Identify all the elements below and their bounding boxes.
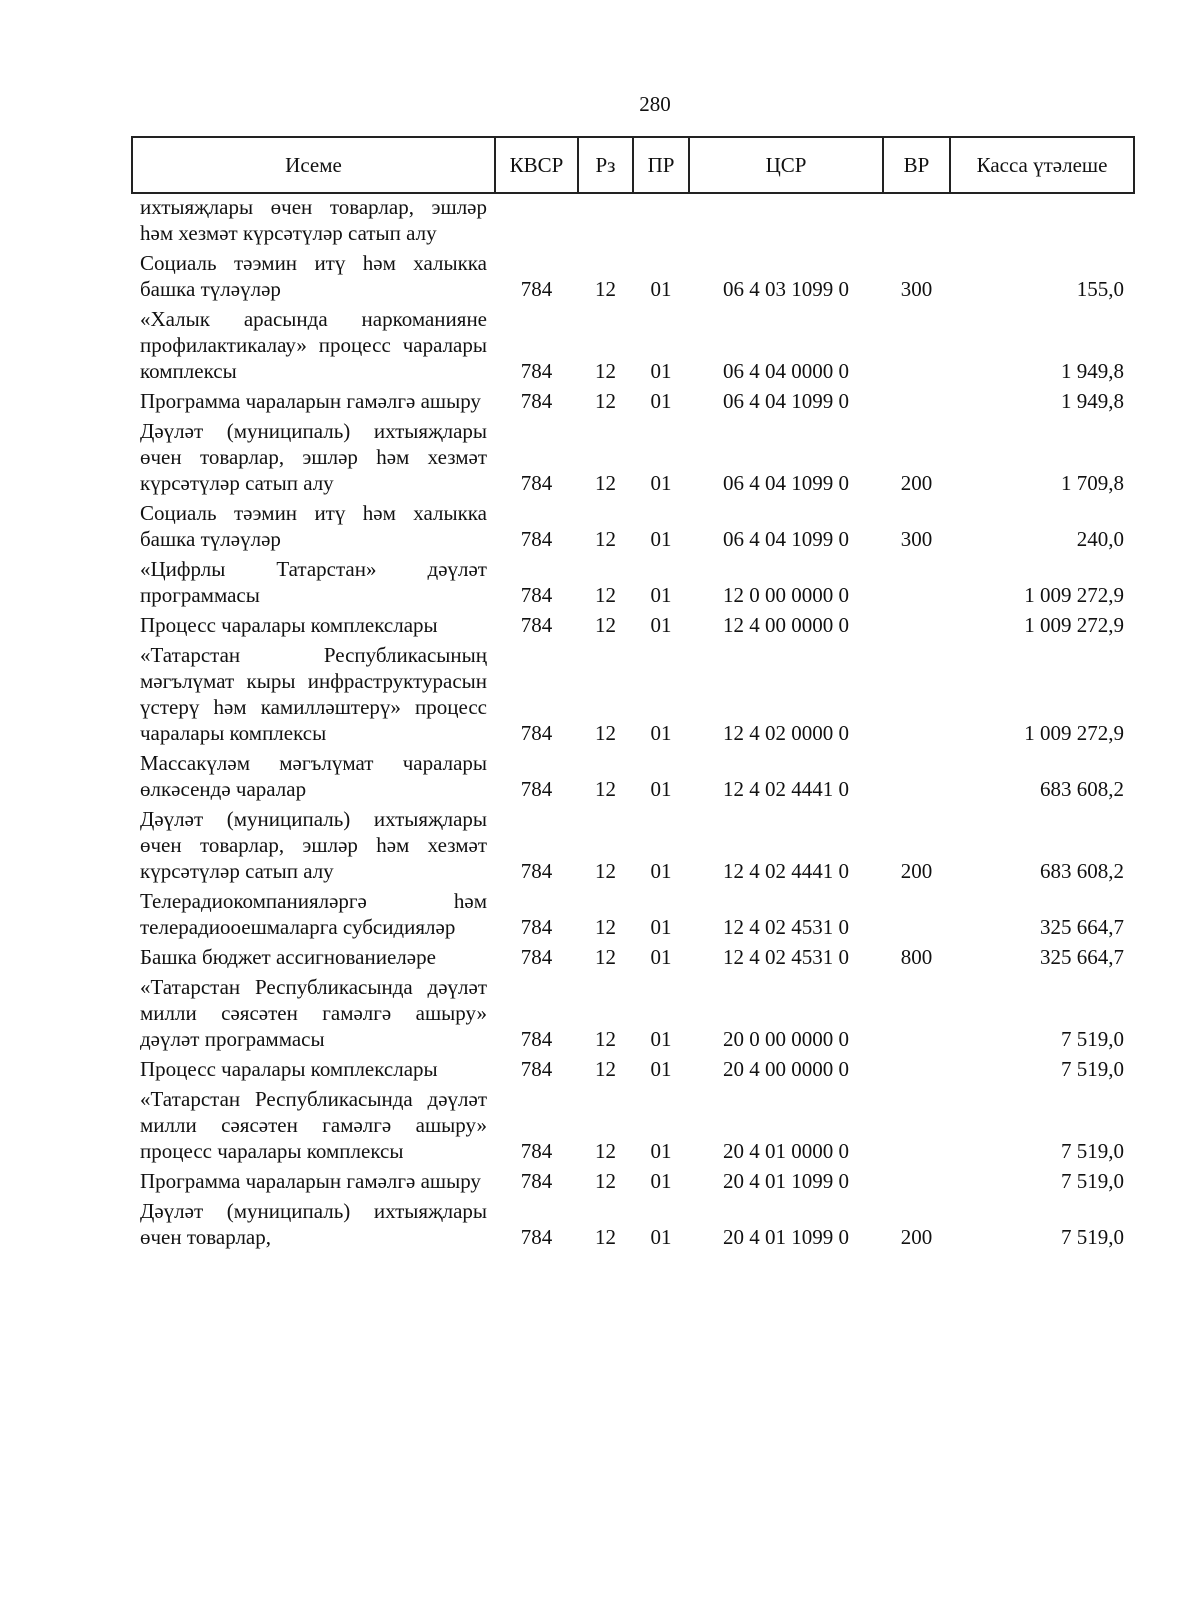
- cell-kvsr: 784: [520, 527, 553, 551]
- cell-csr: 06 4 04 1099 0: [723, 527, 849, 551]
- cell-kvsr: 784: [520, 471, 553, 495]
- cell-csr: 06 4 04 1099 0: [723, 471, 849, 495]
- cell-pr: 01: [650, 583, 672, 607]
- cell-kvsr: 784: [520, 277, 553, 301]
- cell-rz: 12: [595, 1057, 616, 1081]
- cell-amount: 1 009 272,9: [1024, 721, 1124, 745]
- cell-amount: 7 519,0: [1061, 1139, 1124, 1163]
- cell-kvsr: 784: [520, 1139, 553, 1163]
- cell-amount: 1 009 272,9: [1024, 613, 1124, 637]
- cell-kvsr: 784: [520, 1057, 553, 1081]
- cell-vr: 200: [900, 1225, 933, 1249]
- cell-csr: 12 4 00 0000 0: [723, 613, 849, 637]
- cell-vr: 200: [900, 471, 933, 495]
- cell-pr: 01: [650, 389, 672, 413]
- header-vr: ВР: [883, 137, 950, 193]
- cell-name: «Цифрлы Татарстан» дәүләт программасы: [140, 557, 487, 607]
- cell-rz: [578, 193, 633, 247]
- table-row: [132, 247, 1134, 303]
- cell-name: Программа чараларын гамәлгә ашыру: [140, 1169, 481, 1193]
- cell-csr: 12 4 02 4531 0: [723, 945, 849, 969]
- cell-pr: 01: [650, 277, 672, 301]
- cell-vr: [883, 553, 950, 609]
- cell-name: Социаль тәэмин итү һәм халыкка башка түләүләр: [140, 251, 487, 301]
- cell-name: Процесс чаралары комплекслары: [140, 1057, 438, 1081]
- page-number: 280: [639, 92, 671, 116]
- cell-name: «Татарстан Республикасында дәүләт милли сәясәтен гамәлгә ашыру» дәүләт программасы: [140, 975, 487, 1051]
- cell-amount: 1 949,8: [1061, 359, 1124, 383]
- table-row: [132, 1083, 1134, 1165]
- cell-rz: 12: [595, 471, 616, 495]
- table-row: [132, 553, 1134, 609]
- cell-csr: 12 4 02 4531 0: [723, 915, 849, 939]
- cell-kvsr: 784: [520, 1027, 553, 1051]
- cell-rz: 12: [595, 527, 616, 551]
- cell-rz: 12: [595, 359, 616, 383]
- cell-pr: 01: [650, 527, 672, 551]
- cell-rz: 12: [595, 1225, 616, 1249]
- table-row: [132, 885, 1134, 941]
- cell-kvsr: [495, 193, 578, 247]
- cell-name: Дәүләт (муниципаль) ихтыяҗлары өчен товарлар, эшләр һәм хезмәт күрсәтүләр сатып алу: [140, 807, 487, 883]
- cell-name: «Халык арасында наркоманияне профилактикалау» процесс чаралары комплексы: [140, 307, 487, 383]
- table-row: [132, 1053, 1134, 1083]
- table-row: [132, 971, 1134, 1053]
- cell-kvsr: 784: [520, 359, 553, 383]
- cell-amount: 7 519,0: [1061, 1057, 1124, 1081]
- cell-rz: 12: [595, 859, 616, 883]
- cell-rz: 12: [595, 945, 616, 969]
- cell-pr: 01: [650, 359, 672, 383]
- table-row: [132, 747, 1134, 803]
- cell-vr: [883, 385, 950, 415]
- table-row: [132, 1195, 1134, 1251]
- table-row: [132, 385, 1134, 415]
- header-amount: Касса үтәлеше: [950, 137, 1134, 193]
- cell-pr: 01: [650, 945, 672, 969]
- cell-rz: 12: [595, 583, 616, 607]
- cell-name: «Татарстан Республикасының мәгълүмат кыры инфраструктурасын үстерү һәм камилләштерү» процесс чаралары комплексы: [140, 643, 487, 745]
- cell-rz: 12: [595, 1027, 616, 1051]
- cell-amount: 7 519,0: [1061, 1027, 1124, 1051]
- cell-name: Телерадиокомпанияләргә һәм телерадиооешмаларга субсидияләр: [140, 889, 487, 939]
- table-body: [132, 193, 1134, 1251]
- cell-name: Процесс чаралары комплекслары: [140, 613, 438, 637]
- cell-pr: 01: [650, 1139, 672, 1163]
- cell-name: Массакүләм мәгълүмат чаралары өлкәсендә чаралар: [140, 751, 487, 801]
- cell-kvsr: 784: [520, 945, 553, 969]
- cell-rz: 12: [595, 915, 616, 939]
- table-row: [132, 303, 1134, 385]
- cell-vr: [883, 885, 950, 941]
- cell-rz: 12: [595, 777, 616, 801]
- cell-csr: 06 4 04 1099 0: [723, 389, 849, 413]
- header-name: Исеме: [132, 137, 495, 193]
- cell-name: «Татарстан Республикасында дәүләт милли сәясәтен гамәлгә ашыру» процесс чаралары комплексы: [140, 1087, 487, 1163]
- cell-csr: 20 4 00 0000 0: [723, 1057, 849, 1081]
- cell-pr: [633, 193, 689, 247]
- cell-csr: 12 4 02 4441 0: [723, 859, 849, 883]
- table-row: [132, 639, 1134, 747]
- cell-name: Социаль тәэмин итү һәм халыкка башка түләүләр: [140, 501, 487, 551]
- cell-amount: [950, 193, 1134, 247]
- cell-pr: 01: [650, 1169, 672, 1193]
- cell-rz: 12: [595, 1169, 616, 1193]
- cell-vr: [883, 747, 950, 803]
- cell-rz: 12: [595, 613, 616, 637]
- cell-name: Дәүләт (муниципаль) ихтыяҗлары өчен товарлар, эшләр һәм хезмәт күрсәтүләр сатып алу: [140, 419, 487, 495]
- cell-csr: 20 0 00 0000 0: [723, 1027, 849, 1051]
- cell-amount: 7 519,0: [1061, 1225, 1124, 1249]
- cell-csr: 12 4 02 4441 0: [723, 777, 849, 801]
- header-pr: ПР: [633, 137, 689, 193]
- cell-vr: 200: [900, 859, 933, 883]
- cell-csr: 20 4 01 0000 0: [723, 1139, 849, 1163]
- cell-pr: 01: [650, 613, 672, 637]
- cell-amount: 683 608,2: [1040, 777, 1124, 801]
- cell-amount: 240,0: [1076, 527, 1124, 551]
- table-row: [132, 803, 1134, 885]
- cell-kvsr: 784: [520, 859, 553, 883]
- cell-pr: 01: [650, 1225, 672, 1249]
- cell-csr: 20 4 01 1099 0: [723, 1169, 849, 1193]
- cell-vr: [883, 1053, 950, 1083]
- header-rz: Рз: [578, 137, 633, 193]
- cell-name: Дәүләт (муниципаль) ихтыяҗлары өчен товарлар,: [140, 1199, 487, 1249]
- cell-amount: 325 664,7: [1040, 915, 1124, 939]
- cell-pr: 01: [650, 471, 672, 495]
- cell-name: Программа чараларын гамәлгә ашыру: [140, 389, 481, 413]
- cell-vr: [883, 1083, 950, 1165]
- table-row: [132, 941, 1134, 971]
- header-kvsr: КВСР: [495, 137, 578, 193]
- cell-amount: 325 664,7: [1040, 945, 1124, 969]
- cell-pr: 01: [650, 915, 672, 939]
- cell-kvsr: 784: [520, 389, 553, 413]
- cell-vr: [883, 639, 950, 747]
- cell-amount: 1 009 272,9: [1024, 583, 1124, 607]
- table-row: [132, 609, 1134, 639]
- cell-rz: 12: [595, 721, 616, 745]
- cell-amount: 1 709,8: [1061, 471, 1124, 495]
- cell-kvsr: 784: [520, 777, 553, 801]
- cell-kvsr: 784: [520, 613, 553, 637]
- cell-csr: 12 4 02 0000 0: [723, 721, 849, 745]
- table-row: [132, 1165, 1134, 1195]
- cell-vr: [883, 609, 950, 639]
- cell-pr: 01: [650, 1057, 672, 1081]
- cell-amount: 7 519,0: [1061, 1169, 1124, 1193]
- cell-vr: 800: [900, 945, 933, 969]
- cell-amount: 155,0: [1076, 277, 1124, 301]
- table-row: [132, 415, 1134, 497]
- cell-csr: 12 0 00 0000 0: [723, 583, 849, 607]
- cell-kvsr: 784: [520, 915, 553, 939]
- cell-vr: 300: [900, 527, 933, 551]
- cell-rz: 12: [595, 277, 616, 301]
- cell-vr: 300: [900, 277, 933, 301]
- cell-kvsr: 784: [520, 1169, 553, 1193]
- cell-csr: 06 4 03 1099 0: [723, 277, 849, 301]
- cell-vr: [883, 193, 950, 247]
- table-row: [132, 497, 1134, 553]
- cell-kvsr: 784: [520, 1225, 553, 1249]
- cell-vr: [883, 971, 950, 1053]
- cell-vr: [883, 303, 950, 385]
- cell-amount: 1 949,8: [1061, 389, 1124, 413]
- cell-name: Башка бюджет ассигнованиеләре: [140, 945, 436, 969]
- cell-pr: 01: [650, 1027, 672, 1051]
- cell-kvsr: 784: [520, 583, 553, 607]
- cell-csr: 20 4 01 1099 0: [723, 1225, 849, 1249]
- cell-vr: [883, 1165, 950, 1195]
- cell-pr: 01: [650, 777, 672, 801]
- cell-amount: 683 608,2: [1040, 859, 1124, 883]
- table-header-row: [132, 137, 1134, 193]
- cell-csr: [689, 193, 883, 247]
- cell-kvsr: 784: [520, 721, 553, 745]
- cell-pr: 01: [650, 721, 672, 745]
- table-row: [132, 193, 1134, 247]
- cell-name: ихтыяҗлары өчен товарлар, эшләр һәм хезмәт күрсәтүләр сатып алу: [140, 195, 487, 245]
- cell-csr: 06 4 04 0000 0: [723, 359, 849, 383]
- header-csr: ЦСР: [689, 137, 883, 193]
- cell-pr: 01: [650, 859, 672, 883]
- cell-rz: 12: [595, 389, 616, 413]
- budget-table: [131, 136, 1135, 1251]
- cell-rz: 12: [595, 1139, 616, 1163]
